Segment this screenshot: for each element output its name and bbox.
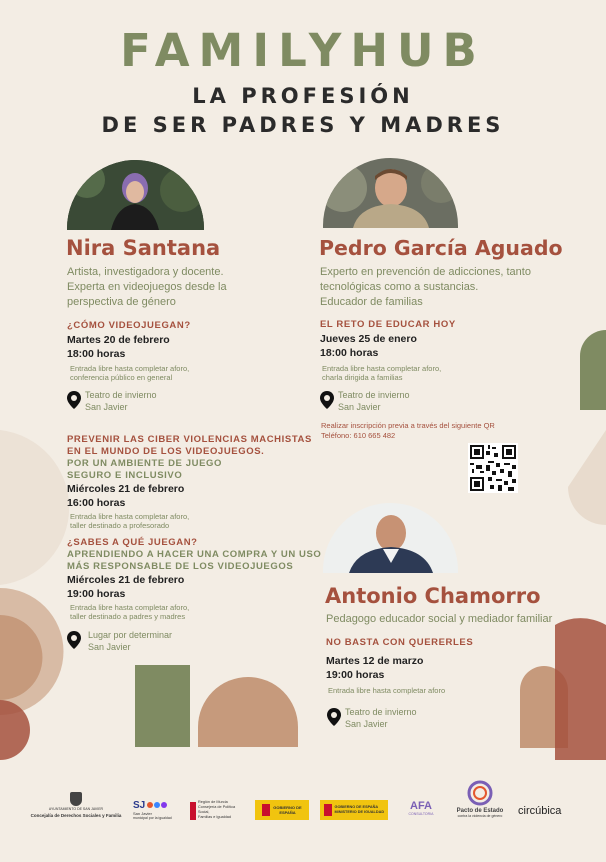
- note-line: Entrada libre hasta completar aforo,: [70, 364, 190, 373]
- place-line: Lugar por determinar: [88, 630, 173, 640]
- deco-green-right: [580, 330, 606, 410]
- nira-event3-subheading: [67, 549, 321, 573]
- nira-event1-time: 18:00 horas: [67, 348, 126, 360]
- pedro-desc-line: Experto en prevención de adicciones, tanto: [320, 266, 531, 278]
- antonio-name: Antonio Chamorro: [325, 584, 541, 608]
- logo-gobierno-espana: [255, 800, 309, 820]
- deco-green-rect: [135, 665, 190, 747]
- note-line: Entrada libre hasta completar aforo,: [322, 364, 442, 373]
- note-line: conferencia público en general: [70, 373, 173, 382]
- coat-of-arms-icon: [262, 804, 270, 816]
- logo-region-murcia: [190, 800, 236, 820]
- note-line: charla dirigida a familias: [322, 373, 403, 382]
- logo-text: CONSULTORIA: [408, 812, 434, 816]
- note-line: taller destinado a profesorado: [70, 521, 170, 530]
- pedro-event-place: [338, 389, 410, 413]
- heading-line: SEGURO E INCLUSIVO: [67, 470, 183, 481]
- place-line: San Javier: [338, 402, 381, 412]
- page-title: FAMILYHUB: [120, 24, 486, 77]
- logo-text: SJ: [133, 800, 146, 811]
- logo-text: MINISTERIO DE IGUALDAD: [334, 810, 385, 814]
- place-line: San Javier: [85, 402, 128, 412]
- deco-left-faint: [0, 430, 69, 585]
- nira-event2-time: 16:00 horas: [67, 497, 126, 509]
- nira-event3-time: 19:00 horas: [67, 588, 126, 600]
- place-line: Teatro de invierno: [345, 707, 417, 717]
- pedro-description: [320, 265, 531, 310]
- nira-desc-line: perspectiva de género: [67, 296, 176, 308]
- coat-of-arms-icon: [324, 804, 332, 816]
- place-line: Teatro de invierno: [85, 390, 157, 400]
- nira-event2-subheading: [67, 458, 222, 482]
- logo-text: GOBIERNO DE ESPAÑA: [334, 805, 379, 809]
- map-pin-icon: [327, 708, 341, 726]
- antonio-event-heading: NO BASTA CON QUERERLES: [326, 637, 474, 648]
- pacto-circle-icon: [466, 780, 494, 806]
- place-line: San Javier: [88, 642, 131, 652]
- heading-line: EN EL MUNDO DE LOS VIDEOJUEGOS.: [67, 446, 265, 457]
- logo-text: AYUNTAMIENTO DE SAN JAVIER: [48, 807, 104, 811]
- pedro-event-date: Jueves 25 de enero: [320, 333, 417, 345]
- logo-text: contra la violencia de género: [457, 814, 503, 818]
- place-line: San Javier: [345, 719, 388, 729]
- subtitle-line2: DE SER PADRES Y MADRES: [101, 113, 505, 137]
- qr-code-icon[interactable]: [468, 443, 518, 493]
- nira-event1-heading: ¿CÓMO VIDEOJUEGAN?: [67, 320, 191, 331]
- map-pin-icon: [67, 391, 81, 409]
- deco-arch-right-rust: [555, 618, 606, 760]
- note-line: taller destinado a padres y madres: [70, 612, 186, 621]
- map-pin-icon: [67, 631, 81, 649]
- note-line: Entrada libre hasta completar aforo,: [70, 512, 190, 521]
- deco-arc-right-top: [568, 430, 606, 525]
- nira-event3-heading: ¿SABES A QUÉ JUEGAN?: [67, 537, 198, 548]
- logo-text: GOBIERNO DE ESPAÑA: [273, 805, 302, 815]
- logo-text: Pacto de Estado: [456, 808, 504, 814]
- nira-event2-date: Miércoles 21 de febrero: [67, 483, 185, 495]
- flag-icon: [190, 802, 196, 820]
- registration-line: Realizar inscripción previa a través del siguiente QR: [321, 421, 495, 430]
- place-line: Teatro de invierno: [338, 390, 410, 400]
- nira-description: [67, 265, 227, 310]
- nira-event1-note: [70, 364, 189, 382]
- logo-text: AFA: [410, 800, 432, 812]
- antonio-event-note: Entrada libre hasta completar aforo: [328, 686, 446, 695]
- nira-event2-heading: [67, 434, 312, 458]
- nira-desc-line: Experta en videojuegos desde la: [67, 281, 227, 293]
- logo-text: Concejalía de Derechos Sociales y Familia: [30, 813, 122, 818]
- nira-event3-date: Miércoles 21 de febrero: [67, 574, 185, 586]
- pedro-event-heading: EL RETO DE EDUCAR HOY: [320, 319, 456, 330]
- antonio-event-time: 19:00 horas: [326, 669, 385, 681]
- pedro-event-note: [322, 364, 441, 382]
- nira-desc-line: Artista, investigadora y docente.: [67, 266, 224, 278]
- antonio-event-place: [345, 706, 417, 730]
- heading-line: MÁS RESPONSABLE DE LOS VIDEOJUEGOS: [67, 561, 294, 572]
- logo-pacto-estado: [452, 780, 508, 818]
- nira-event1-place: [85, 389, 157, 413]
- logo-text: San Javier: [133, 811, 152, 816]
- logo-text: Familias e Igualdad: [198, 815, 231, 819]
- pedro-name: Pedro García Aguado: [319, 236, 563, 260]
- logo-ayuntamiento-san-javier: [30, 792, 122, 818]
- logo-text: municipal por la igualdad: [133, 816, 172, 820]
- nira-name: Nira Santana: [66, 236, 221, 260]
- subtitle-line1: LA PROFESIÓN: [192, 84, 414, 108]
- logo-ministerio-igualdad: [320, 800, 388, 820]
- note-line: Entrada libre hasta completar aforo,: [70, 603, 190, 612]
- nira-event3-place: [88, 629, 172, 653]
- antonio-event-date: Martes 12 de marzo: [326, 655, 424, 667]
- logo-sj-igualdad: [133, 800, 185, 820]
- map-pin-icon: [320, 391, 334, 409]
- logo-afa: [402, 800, 440, 816]
- registration-line: Teléfono: 610 665 482: [321, 430, 396, 440]
- nira-event2-note: [70, 512, 189, 530]
- heading-line: PREVENIR LAS CIBER VIOLENCIAS MACHISTAS: [67, 434, 312, 445]
- nira-event3-note: [70, 603, 189, 621]
- heading-line: APRENDIENDO A HACER UNA COMPRA Y UN USO: [67, 549, 322, 560]
- pedro-event-time: 18:00 horas: [320, 347, 379, 359]
- logo-text: Consejería de Política Social,: [198, 805, 236, 814]
- pedro-desc-line: tecnológicas como a sustancias.: [320, 281, 479, 293]
- shield-icon: [70, 792, 82, 806]
- logo-circubica: circúbica: [518, 805, 562, 817]
- antonio-description: Pedagogo educador social y mediador familiar: [326, 613, 553, 625]
- logo-text: Región de Murcia: [198, 800, 228, 804]
- heading-line: POR UN AMBIENTE DE JUEGO: [67, 458, 222, 469]
- pedro-registration: [321, 421, 495, 440]
- nira-event1-date: Martes 20 de febrero: [67, 334, 170, 346]
- pedro-desc-line: Educador de familias: [320, 296, 423, 308]
